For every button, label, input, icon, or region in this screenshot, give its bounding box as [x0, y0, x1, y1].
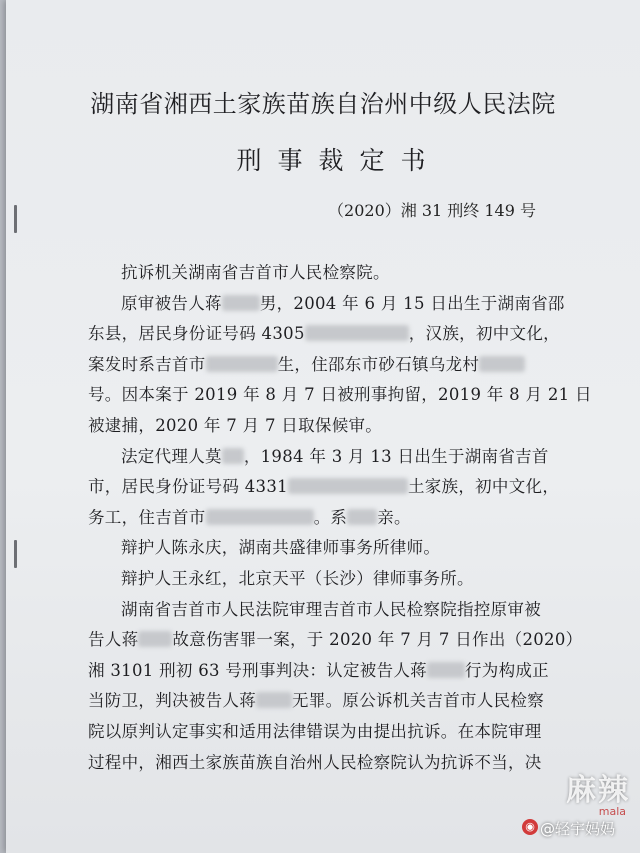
- text-segment: 无罪。原公诉机关吉首市人民检察: [292, 691, 544, 711]
- body-line: [88, 442, 566, 473]
- text-segment: 法定代理人莫: [121, 446, 222, 466]
- body-line: [88, 350, 566, 381]
- redacted-block: [222, 448, 244, 464]
- text-segment: 抗诉机关湖南省吉首市人民检察院。: [121, 263, 390, 282]
- document-page: [6, 0, 640, 853]
- body-line: [88, 564, 566, 595]
- body-line: [88, 258, 566, 289]
- redacted-block: [427, 662, 465, 678]
- document-body: [88, 258, 592, 778]
- body-line: [88, 503, 566, 534]
- redacted-block: [222, 295, 260, 311]
- text-segment: 过程中，湘西土家族苗族自治州人民检察院认为抗诉不当，决: [88, 752, 542, 772]
- text-segment: 号。因本案于 2019 年 8 月 7 日被刑事拘留，2019 年 8 月 21 日: [88, 385, 592, 405]
- body-line: [88, 748, 566, 779]
- text-segment: 院以原判认定事实和适用法律错误为由提出抗诉。在本院审理: [88, 721, 542, 741]
- text-segment: 湖南省吉首市人民法院审理吉首市人民检察院指控原审被: [121, 599, 541, 619]
- redacted-block: [138, 631, 172, 647]
- text-segment: 生，住邵东市砂石镇乌龙村: [277, 354, 480, 374]
- redacted-block: [206, 356, 278, 372]
- text-segment: 被逮捕，2020 年 7 月 7 日取保候审。: [88, 415, 383, 435]
- text-segment: ，1984 年 3 月 13 日出生于湖南省吉首: [243, 446, 549, 466]
- body-line: [88, 656, 566, 687]
- body-line: [88, 717, 566, 748]
- redacted-block: [347, 509, 377, 525]
- body-line: [88, 472, 566, 503]
- text-segment: 原审被告人蒋: [121, 293, 222, 313]
- text-segment: 辩护人王永红，北京天平（长沙）律师事务所。: [121, 568, 474, 588]
- text-segment: 案发时系吉首市: [88, 354, 206, 374]
- watermark-brand: 麻辣: [566, 773, 630, 808]
- text-segment: 告人蒋: [88, 630, 139, 650]
- text-segment: 行为构成正: [464, 660, 549, 680]
- redacted-block: [479, 356, 525, 372]
- court-name: 湖南省湘西土家族苗族自治州中级人民法院: [90, 90, 556, 118]
- redacted-block: [206, 509, 314, 525]
- body-line: [88, 380, 592, 411]
- text-segment: 当防卫，判决被告人蒋: [88, 691, 256, 711]
- redacted-block: [288, 478, 408, 494]
- body-line: [88, 686, 566, 717]
- watermark-sub: mala: [598, 805, 626, 818]
- watermark-handle: @轻宇妈妈: [540, 820, 616, 838]
- staple-mark: [14, 540, 17, 568]
- body-line: [88, 289, 566, 320]
- text-segment: 湘 3101 刑初 63 号刑事判决：认定被告人蒋: [88, 660, 427, 680]
- text-segment: 土家族，初中文化，: [407, 477, 560, 497]
- text-segment: 亲。: [377, 507, 411, 527]
- text-segment: 市，居民身份证号码 4331: [88, 477, 288, 497]
- body-line: [88, 533, 566, 564]
- text-segment: 务工，住吉首市: [88, 507, 206, 527]
- text-segment: ，汉族，初中文化，: [408, 324, 560, 344]
- body-line: [88, 595, 566, 626]
- text-segment: 男，2004 年 6 月 15 日出生于湖南省邵: [259, 293, 565, 313]
- body-line: [88, 319, 566, 350]
- weibo-icon: ◉: [522, 819, 538, 835]
- body-line: [88, 625, 583, 656]
- document-type: 刑事裁定书: [236, 146, 442, 175]
- text-segment: 东县，居民身份证号码 4305: [88, 324, 305, 344]
- text-segment: 故意伤害罪一案，于 2020 年 7 月 7 日作出（2020）: [172, 630, 583, 650]
- staple-mark: [14, 205, 17, 233]
- body-line: [88, 411, 566, 442]
- redacted-block: [305, 325, 409, 341]
- redacted-block: [256, 692, 292, 708]
- text-segment: 辩护人陈永庆，湖南共盛律师事务所律师。: [121, 538, 441, 558]
- case-number: （2020）湘 31 刑终 149 号: [328, 201, 536, 220]
- text-segment: 。系: [313, 507, 348, 527]
